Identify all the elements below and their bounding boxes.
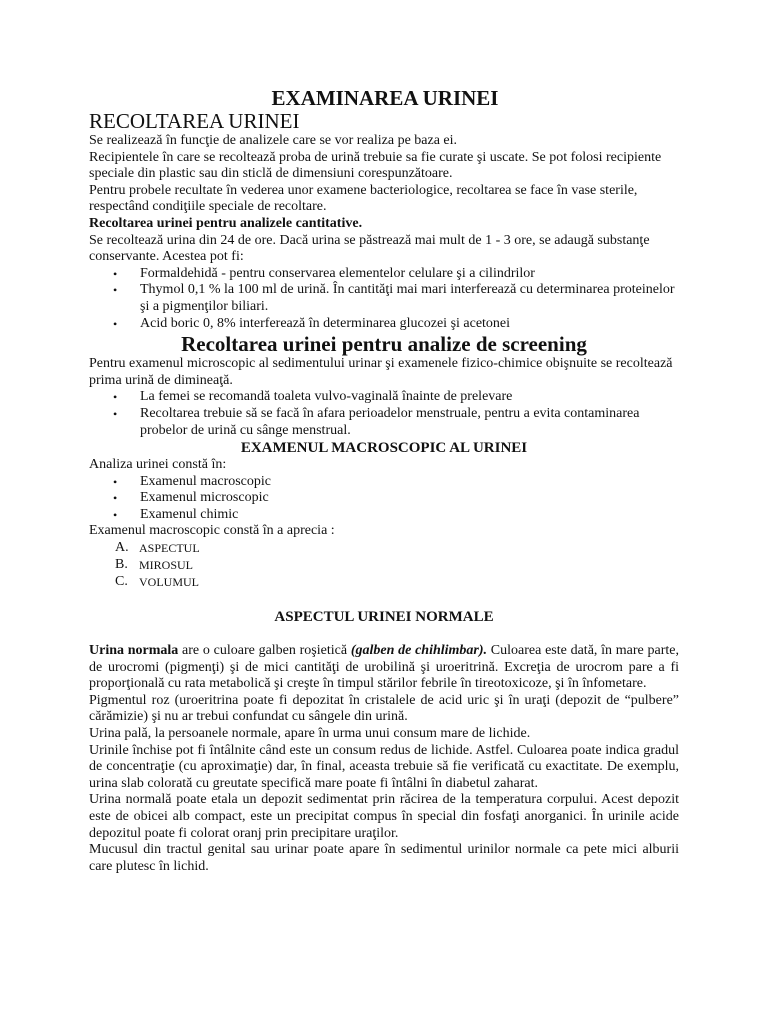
list-item: • Formaldehidă - pentru conservarea elementelor celulare şi a cilindrilor [113, 266, 679, 283]
screening-list [89, 389, 679, 439]
aspect-paragraph-4: Urinile închise pot fi întâlnite când este un consum redus de lichide. Astfel. Culoarea poate indica gradul de concentraţie (cu aproximaţie) dar, în final, aceasta trebuie să fie verificată cu exactitate. De exemplu, urina slab colorată cu greutate specifică mare poate fi întâlni în diabetul zaharat. [89, 742, 679, 791]
intro-paragraph-1: Se realizează în funcţie de analizele care se vor realiza pe baza ei. [89, 133, 458, 148]
list-item [115, 557, 679, 574]
main-title: EXAMINAREA URINEI [271, 86, 499, 110]
list-item: • Examenul macroscopic [113, 474, 679, 491]
list-text: MIROSUL [139, 558, 194, 573]
section-title-recoltare: RECOLTAREA URINEI [89, 109, 300, 133]
list-item [115, 574, 679, 591]
aspect-heading: ASPECTUL URINEI NORMALE [274, 609, 494, 626]
intro-paragraph-2: Recipientele în care se recoltează proba de urină trebuie sa fie curate şi uscate. Se pot folosi recipiente speciale din plastic sau din sticlă de dimensiuni corespunzătoare. [89, 149, 662, 182]
macroscopic-text: Analiza urinei constă în: [89, 457, 227, 473]
list-item: • Recoltarea trebuie să se facă în afara perioadelor menstruale, pentru a evita contaminarea probelor de urină cu sânge menstrual. [113, 406, 679, 439]
bold-italic-term: (galben de chihlimbar). [350, 643, 488, 659]
quantitative-text: Se recoltează urina din 24 de ore. Dacă urina se păstrează mai mult de 1 - 3 ore, se adaugă substanţe conservante. Acestea pot fi: [89, 232, 650, 265]
aspect-paragraph-6: Mucusul din tractul genital sau urinar poate apare în sedimentul urinilor normale ca pete mici alburii care plutesc în lichid. [89, 842, 679, 874]
aspect-paragraph-3: Urina palǎ, la persoanele normale, apare în urma unui consum mare de lichide. [89, 726, 531, 742]
document-content [89, 86, 679, 875]
bold-term: Urina normala [89, 643, 179, 659]
list-text: VOLUMUL [139, 575, 199, 590]
list-label: A. [115, 540, 129, 556]
list-item: • Acid boric 0, 8% interferează în determinarea glucozei şi acetonei [113, 316, 679, 333]
list-label: B. [115, 557, 128, 573]
list-item: • Thymol 0,1 % la 100 ml de urină. În cantităţi mai mari interferează cu determinarea proteinelor şi a pigmenţilor biliari. [113, 282, 679, 315]
quantitative-heading: Recoltarea urinei pentru analizele cantitative. [89, 215, 363, 231]
list-item [115, 540, 679, 557]
macroscopic-heading: EXAMENUL MACROSCOPIC AL URINEI [240, 440, 528, 457]
lettered-list [89, 540, 679, 591]
intro-paragraph-3: Pentru probele recultate în vederea unor examene bacteriologice, recoltarea se face în vase sterile, respectând condiţiile speciale de recoltare. [89, 182, 638, 215]
screening-text: Pentru examenul microscopic al sedimentului urinar şi examenele fizico-chimice obişnuite se recoltează prima urină de dimineaţă. [89, 356, 673, 388]
macroscopic-text-2: Examenul macroscopic constă în a aprecia : [89, 523, 335, 539]
aspect-paragraph-2: Pigmentul roz (uroeritrina poate fi depozitat în cristalele de acid uric şi în uraţi (depozit de “pulbere” cărămizie) şi nu ar trebui confundat cu sângele din urină. [89, 692, 679, 725]
list-item: • Examenul microscopic [113, 490, 679, 507]
exam-list [89, 474, 679, 524]
list-text: ASPECTUL [139, 541, 200, 556]
aspect-paragraph-5: Urina normală poate etala un depozit sedimentat prin răcirea de la temperatura corpului. Acest depozit este de obicei alb compact, este un precipitat compus în special din fosfaţi anorganici. În urinile acide depozitul poate fi colorat oranj prin precipitare uraţilor. [89, 792, 679, 841]
aspect-paragraph-1: Urina normala are o culoare galben roşietică (galben de chihlimbar). Culoarea este dată, în mare parte, de urocromi (pigmenţi) şi de mici cantităţi de urobilină şi uroeritrină. Excreţia de urocrom pare a fi proporţională cu rata metabolică şi creşte în timpul stărilor febrile în tireotoxicoze, şi în înfometare. [89, 643, 679, 692]
list-label: C. [115, 574, 128, 590]
screening-heading: Recoltarea urinei pentru analize de screening [181, 332, 587, 357]
preservatives-list [89, 266, 679, 332]
list-item: • Examenul chimic [113, 507, 679, 524]
list-item: • La femei se recomandă toaleta vulvo-vaginală înainte de prelevare [113, 389, 679, 406]
